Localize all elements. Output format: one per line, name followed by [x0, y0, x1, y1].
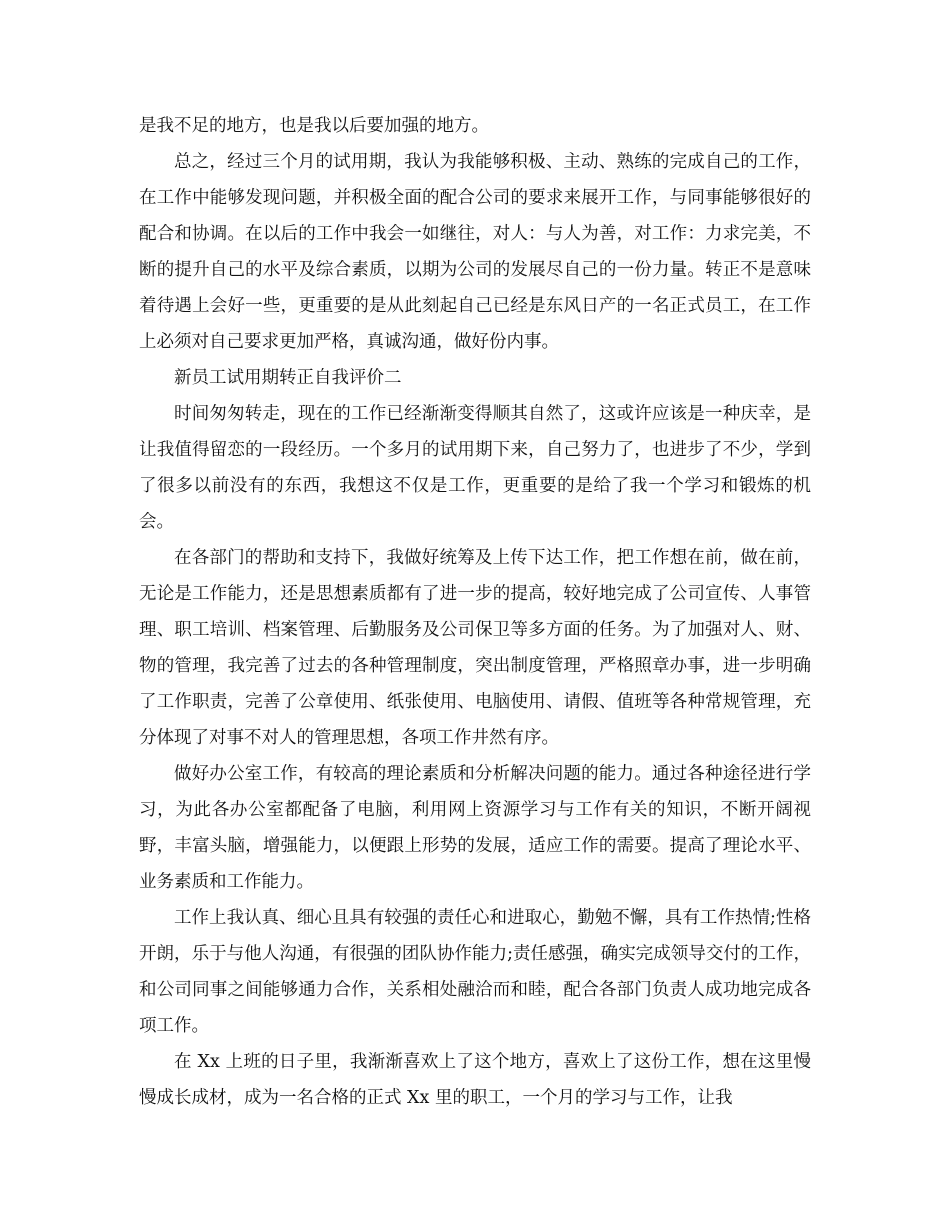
paragraph-5: 做好办公室工作，有较高的理论素质和分析解决问题的能力。通过各种途径进行学习，为此各办公室都配备了电脑，利用网上资源学习与工作有关的知识，不断开阔视野，丰富头脑，增强能力，以便跟上形势的发展，适应工作的需要。提高了理论水平、业务素质和工作能力。 — [139, 764, 811, 892]
paragraph-3: 时间匆匆转走，现在的工作已经渐渐变得顺其自然了，这或许应该是一种庆幸，是让我值得留恋的一段经历。一个多月的试用期下来，自己努力了，也进步了不少，学到了很多以前没有的东西，我想这不仅是工作，更重要的是给了我一个学习和锻炼的机会。 — [139, 404, 811, 532]
paragraph-2: 总之，经过三个月的试用期，我认为我能够积极、主动、熟练的完成自己的工作，在工作中能够发现问题，并积极全面的配合公司的要求来展开工作，与同事能够很好的配合和协调。在以后的工作中我会一如继往，对人：与人为善，对工作：力求完美，不断的提升自己的水平及综合素质，以期为公司的发展尽自己的一份力量。转正不是意味着待遇上会好一些，更重要的是从此刻起自己已经是东风日产的一名正式员工，在工作上必须对自己要求更加严格，真诚沟通，做好份内事。 — [139, 152, 811, 352]
paragraph-7: 在 Xx 上班的日子里，我渐渐喜欢上了这个地方，喜欢上了这份工作，想在这里慢慢成长成材，成为一名合格的正式 Xx 里的职工，一个月的学习与工作，让我 — [139, 1052, 811, 1108]
paragraph-4: 在各部门的帮助和支持下，我做好统筹及上传下达工作，把工作想在前，做在前，无论是工作能力，还是思想素质都有了进一步的提高，较好地完成了公司宣传、人事管理、职工培训、档案管理、后勤服务及公司保卫等多方面的任务。为了加强对人、财、物的管理，我完善了过去的各种管理制度，突出制度管理，严格照章办事，进一步明确了工作职责，完善了公章使用、纸张使用、电脑使用、请假、值班等各种常规管理，充分体现了对事不对人的管理思想，各项工作井然有序。 — [139, 548, 811, 748]
section-heading: 新员工试用期转正自我评价二 — [174, 368, 402, 388]
document-page — [139, 108, 811, 1116]
paragraph-1: 是我不足的地方，也是我以后要加强的地方。 — [139, 116, 489, 136]
paragraph-6: 工作上我认真、细心且具有较强的责任心和进取心，勤勉不懈，具有工作热情;性格开朗，乐于与他人沟通，有很强的团队协作能力;责任感强，确实完成领导交付的工作，和公司同事之间能够通力合作，关系相处融洽而和睦，配合各部门负责人成功地完成各项工作。 — [139, 908, 811, 1036]
